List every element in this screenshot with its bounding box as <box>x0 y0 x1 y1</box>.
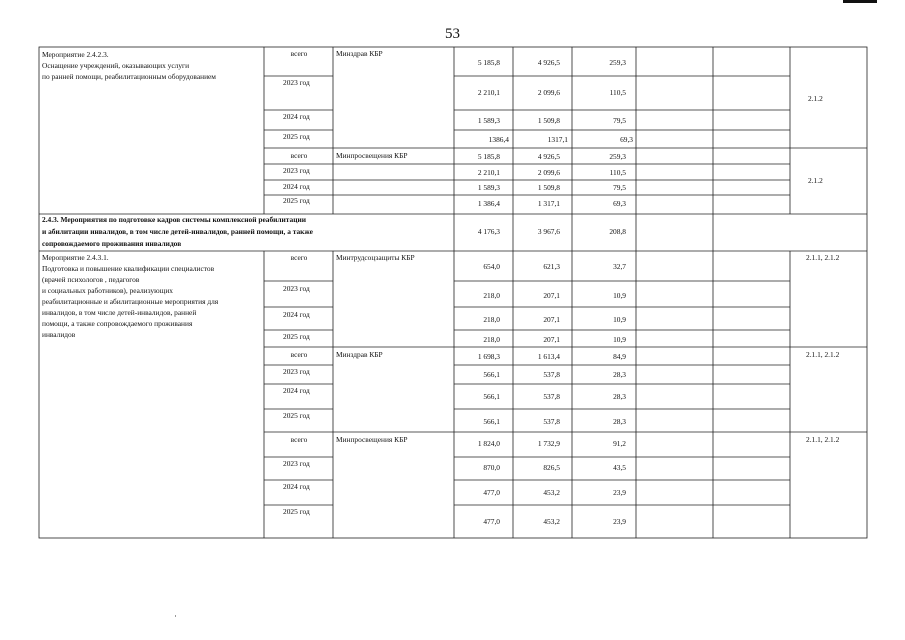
section-total: 3 967,6 <box>537 227 560 236</box>
value-cell: 2 210,1 <box>477 88 500 97</box>
section-title: 2.4.3. Мероприятия по подготовке кадров системы комплексной реабилитации <box>42 215 306 224</box>
executor: Минпросвещения КБР <box>336 435 408 444</box>
value-cell: 537,8 <box>543 370 560 379</box>
activity-title: Мероприятие 2.4.2.3. <box>42 50 109 59</box>
value-cell: 69,3 <box>613 199 626 208</box>
period-cell: 2025 год <box>283 132 310 141</box>
activity-text: по ранней помощи, реабилитационным оборудованием <box>42 72 216 81</box>
value-cell: 1 386,4 <box>477 199 500 208</box>
period-cell: 2024 год <box>283 482 310 491</box>
period-cell: 2023 год <box>283 367 310 376</box>
value-cell: 1 824,0 <box>477 439 500 448</box>
value-cell: 1 589,3 <box>477 183 500 192</box>
section-title: и абилитации инвалидов, в том числе детей-инвалидов, ранней помощи, а также <box>42 227 313 236</box>
indicator: 2.1.1, 2.1.2 <box>806 435 840 444</box>
value-cell: 654,0 <box>483 262 500 271</box>
value-cell: 477,0 <box>483 517 500 526</box>
value-cell: 32,7 <box>613 262 626 271</box>
value-cell: 477,0 <box>483 488 500 497</box>
value-cell: 621,3 <box>543 262 560 271</box>
value-cell: 537,8 <box>543 417 560 426</box>
value-cell: 218,0 <box>483 291 500 300</box>
value-cell: 10,9 <box>613 315 626 324</box>
activity-text: (врачей психологов , педагогов <box>42 275 140 284</box>
period-cell: 2023 год <box>283 166 310 175</box>
executor: Минтрудсоцзащиты КБР <box>336 253 415 262</box>
value-cell: 453,2 <box>543 517 560 526</box>
activity-text: реабилитационные и абилитационные мероприятия для <box>42 297 219 306</box>
period-cell: 2024 год <box>283 182 310 191</box>
indicator: 2.1.1, 2.1.2 <box>806 253 840 262</box>
value-cell: 110,5 <box>609 168 626 177</box>
period-cell: 2025 год <box>283 196 310 205</box>
scan-speck <box>175 615 176 617</box>
period-cell: всего <box>290 253 308 262</box>
section-total: 208,8 <box>609 227 626 236</box>
period-cell: 2025 год <box>283 507 310 516</box>
value-cell: 259,3 <box>609 152 626 161</box>
period-cell: всего <box>290 49 308 58</box>
value-cell: 826,5 <box>543 463 560 472</box>
value-cell: 2 210,1 <box>477 168 500 177</box>
executor: Минпросвещения КБР <box>336 151 408 160</box>
value-cell: 43,5 <box>613 463 626 472</box>
value-cell: 453,2 <box>543 488 560 497</box>
value-cell: 1 698,3 <box>477 352 500 361</box>
value-cell: 28,3 <box>613 370 626 379</box>
value-cell: 207,1 <box>543 291 560 300</box>
value-cell: 870,0 <box>483 463 500 472</box>
activity-text: Оснащение учреждений, оказывающих услуги <box>42 61 190 70</box>
value-cell: 2 099,6 <box>537 88 560 97</box>
period-cell: 2025 год <box>283 332 310 341</box>
value-cell: 69,3 <box>620 135 633 144</box>
value-cell: 10,9 <box>613 291 626 300</box>
indicator: 2.1.2 <box>808 94 823 103</box>
executor: Минздрав КБР <box>336 350 383 359</box>
value-cell: 4 926,5 <box>537 152 560 161</box>
value-cell: 5 185,8 <box>477 58 500 67</box>
value-cell: 10,9 <box>613 335 626 344</box>
value-cell: 28,3 <box>613 417 626 426</box>
executor: Минздрав КБР <box>336 49 383 58</box>
period-cell: 2023 год <box>283 284 310 293</box>
value-cell: 1317,1 <box>547 135 568 144</box>
activity-text: и социальных работников), реализующих <box>42 286 173 295</box>
value-cell: 2 099,6 <box>537 168 560 177</box>
value-cell: 1 509,8 <box>537 183 560 192</box>
value-cell: 91,2 <box>613 439 626 448</box>
value-cell: 259,3 <box>609 58 626 67</box>
section-title: сопровождаемого проживания инвалидов <box>42 239 182 248</box>
value-cell: 207,1 <box>543 315 560 324</box>
period-cell: 2024 год <box>283 386 310 395</box>
period-cell: 2023 год <box>283 459 310 468</box>
activity-title: Мероприятие 2.4.3.1. <box>42 253 109 262</box>
value-cell: 566,1 <box>483 417 500 426</box>
period-cell: всего <box>290 350 308 359</box>
indicator: 2.1.2 <box>808 176 823 185</box>
indicator: 2.1.1, 2.1.2 <box>806 350 840 359</box>
value-cell: 1 317,1 <box>537 199 560 208</box>
value-cell: 28,3 <box>613 392 626 401</box>
value-cell: 79,5 <box>613 183 626 192</box>
page-number: 53 <box>445 26 460 42</box>
activity-text: инвалидов <box>42 330 76 339</box>
value-cell: 84,9 <box>613 352 626 361</box>
value-cell: 23,9 <box>613 517 626 526</box>
value-cell: 1 509,8 <box>537 116 560 125</box>
period-cell: 2024 год <box>283 112 310 121</box>
activity-text: инвалидов, в том числе детей-инвалидов, ранней <box>42 308 197 317</box>
section-total: 4 176,3 <box>477 227 500 236</box>
value-cell: 1386,4 <box>488 135 509 144</box>
period-cell: всего <box>290 151 308 160</box>
value-cell: 207,1 <box>543 335 560 344</box>
value-cell: 218,0 <box>483 335 500 344</box>
value-cell: 79,5 <box>613 116 626 125</box>
value-cell: 5 185,8 <box>477 152 500 161</box>
period-cell: всего <box>290 435 308 444</box>
period-cell: 2023 год <box>283 78 310 87</box>
period-cell: 2024 год <box>283 310 310 319</box>
activity-text: помощи, а также сопровождаемого проживания <box>42 319 193 328</box>
value-cell: 110,5 <box>609 88 626 97</box>
value-cell: 23,9 <box>613 488 626 497</box>
value-cell: 1 732,9 <box>537 439 560 448</box>
value-cell: 1 613,4 <box>537 352 560 361</box>
period-cell: 2025 год <box>283 411 310 420</box>
value-cell: 566,1 <box>483 370 500 379</box>
activity-text: Подготовка и повышение квалификации специалистов <box>42 264 215 273</box>
value-cell: 218,0 <box>483 315 500 324</box>
value-cell: 4 926,5 <box>537 58 560 67</box>
value-cell: 1 589,3 <box>477 116 500 125</box>
value-cell: 537,8 <box>543 392 560 401</box>
value-cell: 566,1 <box>483 392 500 401</box>
